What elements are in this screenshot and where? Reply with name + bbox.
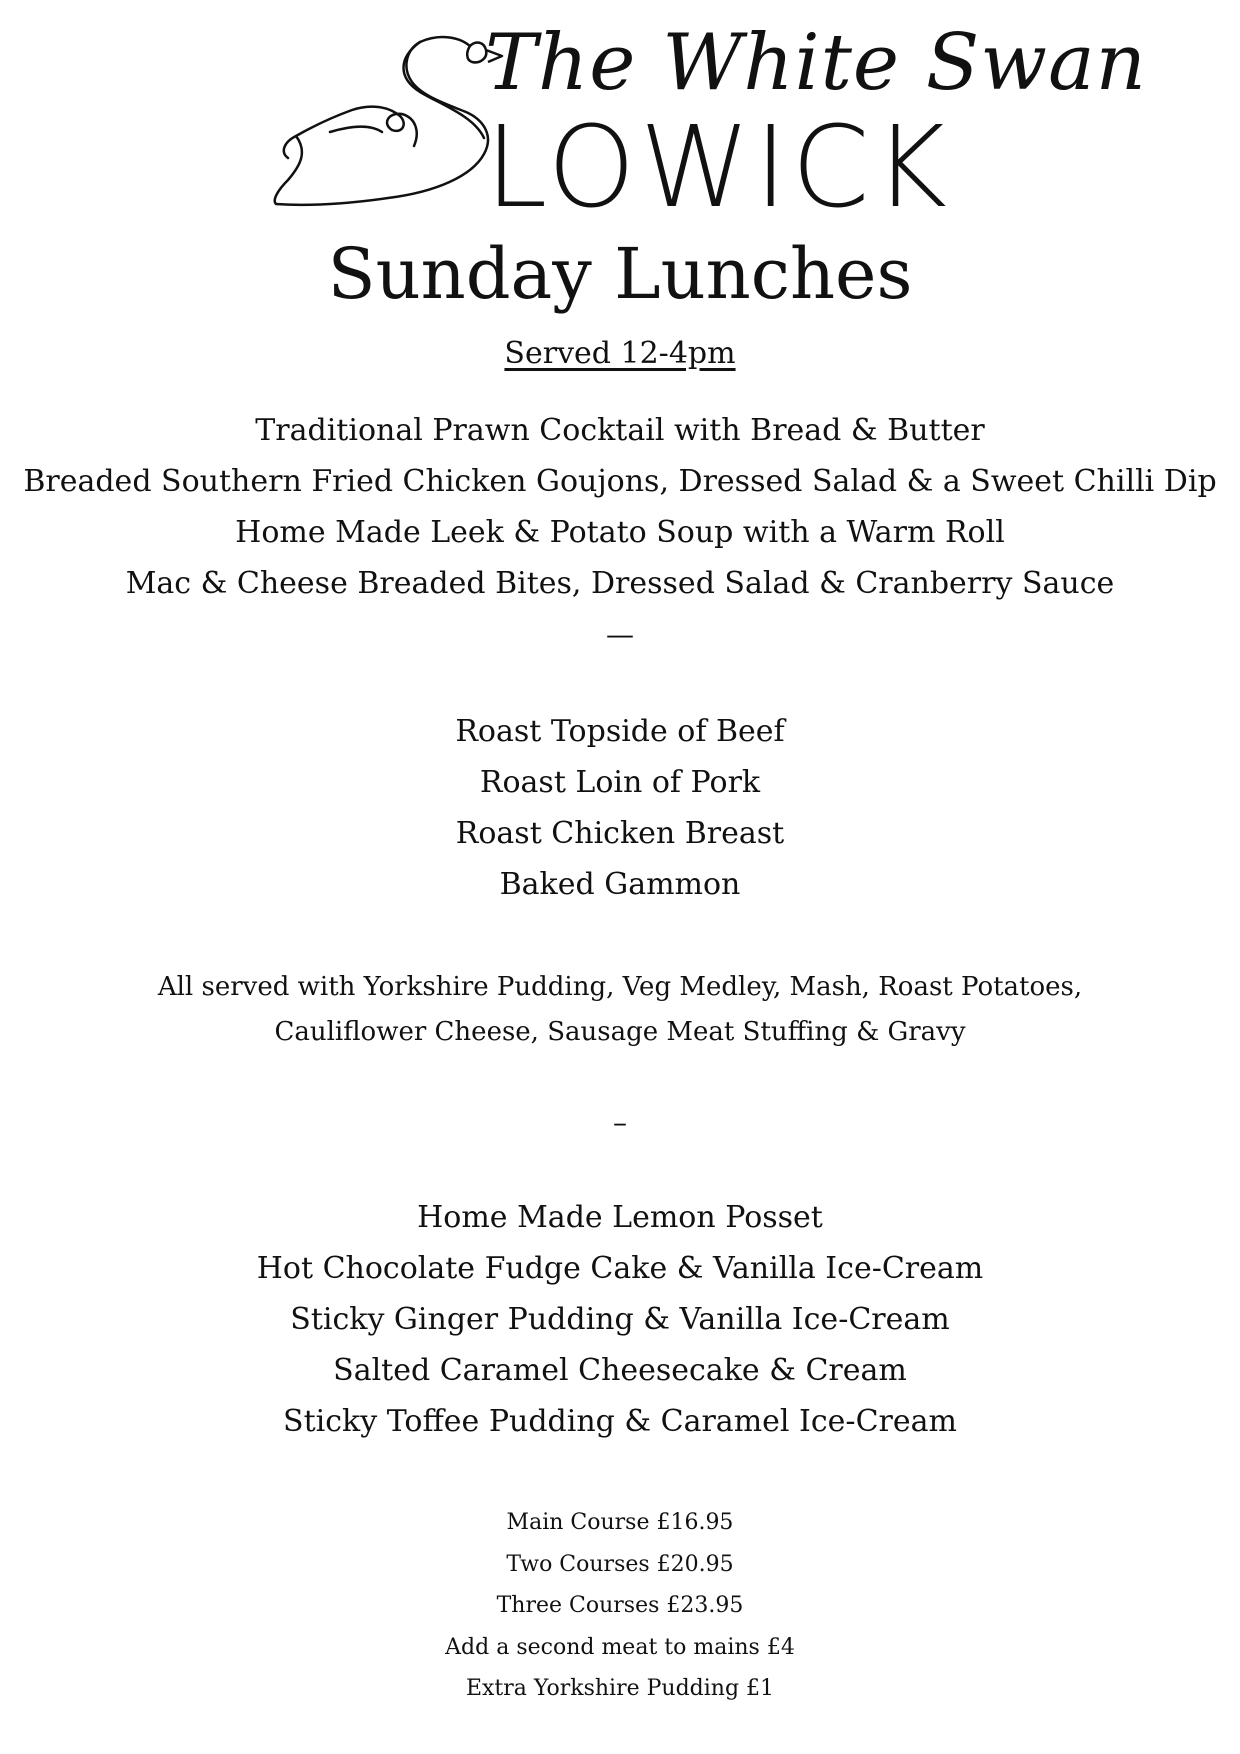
page-title: Sunday Lunches: [327, 233, 913, 315]
serving-hours: Served 12-4pm: [504, 336, 736, 371]
accompaniments-line: All served with Yorkshire Pudding, Veg Medley, Mash, Roast Potatoes,: [157, 972, 1083, 1002]
dessert-item: Sticky Ginger Pudding & Vanilla Ice-Cream: [290, 1302, 950, 1337]
logo-name-script: The White Swan: [485, 18, 1147, 108]
price-item: Add a second meat to mains £4: [445, 1634, 795, 1660]
price-item: Two Courses £20.95: [506, 1551, 734, 1577]
main-item: Roast Loin of Pork: [479, 765, 761, 800]
dessert-item: Home Made Lemon Posset: [417, 1200, 823, 1235]
mains-list: [0, 706, 1240, 910]
dessert-item: Salted Caramel Cheesecake & Cream: [333, 1353, 907, 1388]
course-separator: –: [613, 1106, 627, 1139]
logo: [270, 18, 1147, 233]
price-list: [0, 1502, 1240, 1710]
main-item: Roast Topside of Beef: [455, 714, 785, 749]
price-item: Main Course £16.95: [506, 1510, 734, 1535]
dessert-item: Hot Chocolate Fudge Cake & Vanilla Ice-Cream: [256, 1251, 984, 1286]
course-separator: —: [606, 618, 634, 651]
dessert-item: Sticky Toffee Pudding & Caramel Ice-Cream: [283, 1404, 957, 1439]
logo-town: LOWICK: [485, 103, 951, 233]
desserts-list: [0, 1192, 1240, 1447]
price-item: Extra Yorkshire Pudding £1: [465, 1676, 775, 1701]
accompaniments-line: Cauliflower Cheese, Sausage Meat Stuffing & Gravy: [274, 1017, 966, 1047]
starters-list: [0, 405, 1240, 609]
starter-item: Traditional Prawn Cocktail with Bread & Butter: [255, 413, 985, 448]
price-item: Three Courses £23.95: [496, 1593, 744, 1618]
main-item: Roast Chicken Breast: [455, 816, 785, 851]
starter-item: Mac & Cheese Breaded Bites, Dressed Salad & Cranberry Sauce: [125, 566, 1115, 601]
main-item: Baked Gammon: [499, 867, 741, 902]
starter-item: Home Made Leek & Potato Soup with a Warm Roll: [235, 515, 1005, 550]
starter-item: Breaded Southern Fried Chicken Goujons, Dressed Salad & a Sweet Chilli Dip: [23, 464, 1217, 499]
mains-accompaniments: [0, 965, 1240, 1055]
